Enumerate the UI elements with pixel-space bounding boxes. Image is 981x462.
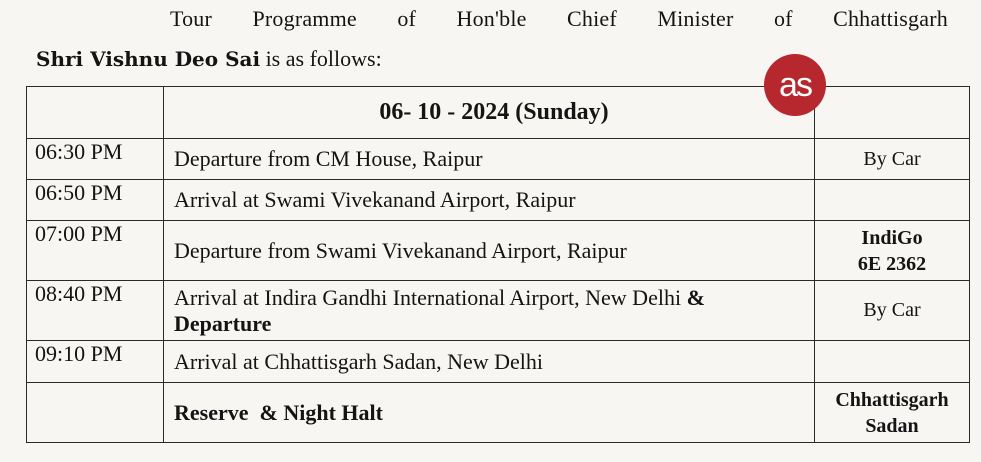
mode-cell: By Car [815,281,970,341]
intro-word: of [773,6,793,31]
event-cell: Reserve & Night Halt [164,383,815,443]
event-cell: Departure from CM House, Raipur [164,139,815,180]
flight-number: 6E 2362 [857,252,927,275]
time-cell: 08:40 PM [27,281,164,341]
table-row [27,180,970,221]
table-row [27,383,970,443]
time-cell [27,383,164,443]
halt-place: Chhattisgarh [835,388,949,411]
intro-word: Chhattisgarh [833,6,948,31]
chief-minister-name: Shri Vishnu Deo Sai [36,47,261,71]
mode-cell [815,341,970,383]
tour-schedule-table [26,86,970,443]
event-departure: Departure [174,310,272,336]
event-cell [164,281,815,341]
event-ampersand: & [686,284,705,310]
mode-cell: By Car [815,139,970,180]
time-cell: 06:30 PM [27,139,164,180]
date-header: 06- 10 - 2024 (Sunday) [164,87,815,139]
intro-suffix: is as follows: [260,46,382,71]
time-cell [27,87,164,139]
table-row [27,341,970,383]
time-cell: 09:10 PM [27,341,164,383]
intro-word: Tour [170,6,213,31]
intro-word: Hon'ble [456,6,527,31]
mode-cell [815,383,970,443]
intro-word: Chief [567,6,617,31]
mode-cell [815,221,970,281]
as-logo: as [764,54,826,116]
mode-cell [815,180,970,221]
halt-place-2: Sadan [865,414,919,437]
date-header-row [27,87,970,139]
intro-word: Programme [252,6,357,31]
table-row [27,281,970,341]
event-cell: Departure from Swami Vivekanand Airport, Raipur [164,221,815,281]
intro-heading [170,6,948,32]
time-cell: 07:00 PM [27,221,164,281]
intro-subject [36,46,382,72]
intro-word: Minister [657,6,734,31]
time-cell: 06:50 PM [27,180,164,221]
event-cell: Arrival at Chhattisgarh Sadan, New Delhi [164,341,815,383]
mode-cell [815,87,970,139]
intro-word: of [397,6,417,31]
event-text: Arrival at Indira Gandhi International Airport, New Delhi [174,284,682,310]
event-cell: Arrival at Swami Vivekanand Airport, Raipur [164,180,815,221]
flight-airline: IndiGo [861,226,923,249]
table-row [27,139,970,180]
table-row [27,221,970,281]
